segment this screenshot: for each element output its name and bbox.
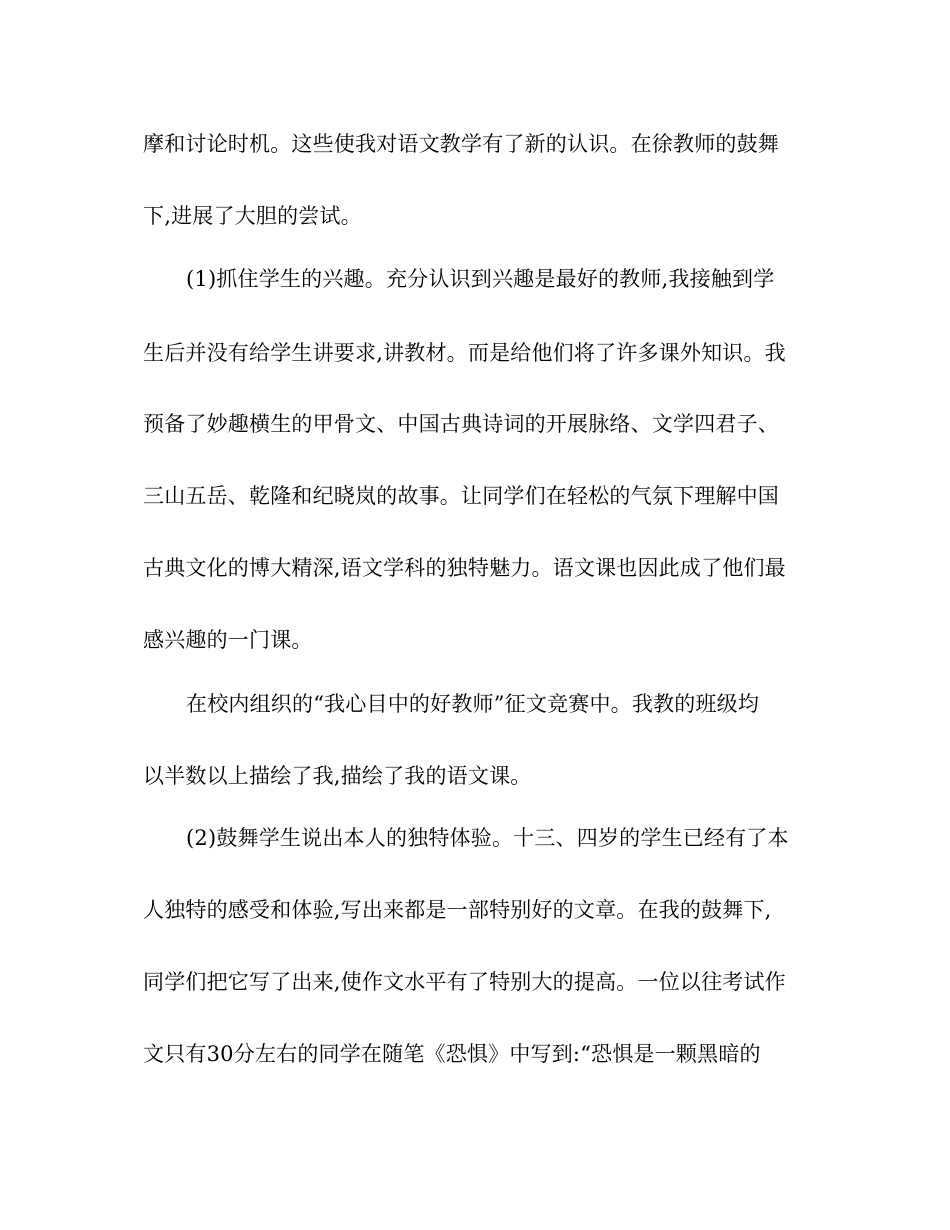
paragraph-line-8: 感兴趣的一门课。 [143, 628, 313, 652]
paragraph-line-14: 文只有30分左右的同学在随笔《恐惧》中写到:“恐惧是一颗黑暗的 [143, 1042, 761, 1066]
paragraph-line-7: 古典文化的博大精深,语文学科的独特魅力。语文课也因此成了他们最 [143, 556, 786, 580]
paragraph-line-5: 预备了妙趣横生的甲骨文、中国古典诗词的开展脉络、文学四君子、 [143, 412, 779, 436]
paragraph-line-10: 以半数以上描绘了我,描绘了我的语文课。 [143, 764, 532, 788]
paragraph-line-2: 下,进展了大胆的尝试。 [143, 204, 362, 228]
paragraph-line-9: 在校内组织的“我心目中的好教师”征文竞赛中。我教的班级均 [186, 692, 760, 716]
paragraph-line-11: (2)鼓舞学生说出本人的独特体验。十三、四岁的学生已经有了本 [186, 826, 789, 850]
paragraph-line-12: 人独特的感受和体验,写出来都是一部特别好的文章。在我的鼓舞下, [143, 898, 772, 922]
paragraph-line-13: 同学们把它写了出来,使作文水平有了特别大的提高。一位以往考试作 [143, 970, 786, 994]
paragraph-line-4: 生后并没有给学生讲要求,讲教材。而是给他们将了许多课外知识。我 [143, 341, 786, 365]
paragraph-line-1: 摩和讨论时机。这些使我对语文教学有了新的认识。在徐教师的鼓舞 [143, 132, 779, 156]
paragraph-line-3: (1)抓住学生的兴趣。充分认识到兴趣是最好的教师,我接触到学 [186, 267, 775, 291]
paragraph-line-6: 三山五岳、乾隆和纪晓岚的故事。让同学们在轻松的气氛下理解中国 [143, 484, 779, 508]
